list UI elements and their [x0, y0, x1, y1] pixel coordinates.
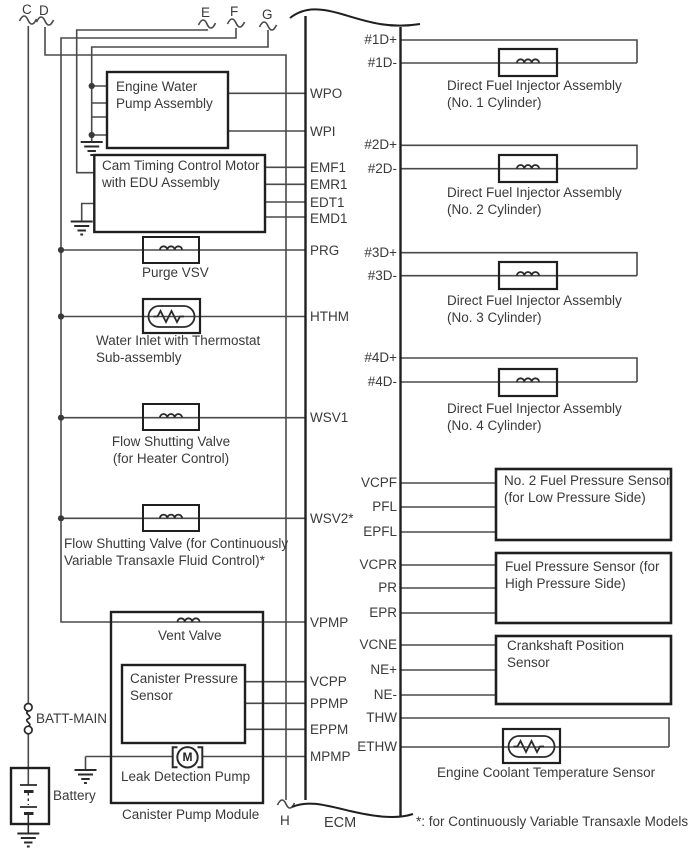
vent-valve-label: Vent Valve	[158, 628, 222, 643]
cam-timing-label	[102, 158, 260, 191]
ckp-line2: Sensor	[507, 654, 550, 670]
pin-label-emd1: EMD1	[310, 211, 348, 226]
injector1-line2: (No. 1 Cylinder)	[447, 94, 542, 110]
injector1-line1: Direct Fuel Injector Assembly	[447, 78, 622, 93]
pin-label-pfl: PFL	[372, 499, 397, 514]
pin-label-1d-plus: #1D+	[364, 32, 397, 47]
wire-cam-ground	[82, 204, 95, 222]
fuse-terminal	[25, 726, 33, 734]
pin-label-vcpr: VCPR	[359, 557, 397, 572]
fuse-squiggle	[27, 711, 30, 726]
footnote: *: for Continuously Variable Transaxle Models	[416, 814, 688, 829]
junction-dot	[89, 83, 95, 89]
wires-ect	[401, 718, 670, 747]
pin-label-mpmp: MPMP	[310, 749, 351, 764]
connector-f-label: F	[230, 4, 239, 19]
fuel-pressure-low-label	[504, 473, 671, 506]
wires-ecm-left	[61, 93, 306, 769]
fp-low-line1: No. 2 Fuel Pressure Sensor	[504, 473, 671, 488]
pin-label-vcne: VCNE	[359, 637, 397, 652]
ground-icon-water-pump	[81, 142, 103, 155]
pin-label-emr1: EMR1	[310, 177, 348, 192]
pin-label-wpi: WPI	[310, 124, 336, 139]
fp-high-line1: Fuel Pressure Sensor (for	[505, 559, 660, 574]
connector-e-label: E	[201, 5, 211, 20]
canister-pressure-line2: Sensor	[130, 687, 173, 703]
injector2-line1: Direct Fuel Injector Assembly	[447, 185, 622, 200]
connector-d-label: D	[39, 3, 49, 18]
ecm-top-wave	[290, 9, 420, 25]
water-inlet-line2: Sub-assembly	[96, 349, 182, 365]
purge-vsv-label: Purge VSV	[142, 265, 209, 280]
ect-sensor-label: Engine Coolant Temperature Sensor	[437, 765, 656, 780]
leak-pump-label: Leak Detection Pump	[121, 769, 251, 784]
pin-label-emf1: EMF1	[310, 160, 347, 175]
battery-icon	[20, 785, 37, 833]
injector3-label	[447, 293, 622, 326]
injector3-line2: (No. 3 Cylinder)	[447, 309, 542, 325]
ground-icon-cam-motor	[71, 222, 93, 235]
water-inlet-line1: Water Inlet with Thermostat	[96, 333, 261, 348]
connector-g-label: G	[262, 7, 273, 22]
wsv1-line2: (for Heater Control)	[112, 450, 230, 466]
injector2-label	[447, 185, 622, 218]
pin-label-3d-minus: #3D-	[367, 268, 397, 283]
fp-low-line2: (for Low Pressure Side)	[504, 489, 646, 505]
junction-dot	[58, 247, 64, 253]
battery-label: Battery	[53, 788, 96, 803]
pin-label-edt1: EDT1	[310, 195, 345, 210]
cam-timing-line2: with EDU Assembly	[102, 174, 220, 190]
cam-timing-line1: Cam Timing Control Motor	[102, 158, 260, 173]
fuel-pressure-high-label	[505, 559, 660, 592]
crankshaft-sensor-label	[507, 638, 624, 671]
canister-pressure-line1: Canister Pressure	[130, 671, 239, 686]
pin-label-ethw: ETHW	[357, 739, 397, 754]
pin-label-epfl: EPFL	[363, 524, 397, 539]
pin-label-1d-minus: #1D-	[367, 55, 397, 70]
junction-dot	[89, 132, 95, 138]
wsv2-line1: Flow Shutting Valve (for Continuously	[64, 536, 289, 551]
injector4-label	[447, 401, 622, 434]
water-inlet-label	[96, 333, 260, 366]
injector2-line2: (No. 2 Cylinder)	[447, 201, 542, 217]
wire-pump-stubs	[92, 86, 107, 135]
pin-label-ne-plus: NE+	[370, 662, 397, 677]
ecm-label: ECM	[324, 815, 357, 831]
fuse-terminal	[25, 704, 33, 712]
ect-sensor-box	[503, 729, 560, 763]
connector-c-label: C	[22, 2, 32, 17]
thermistor-zigzag	[514, 741, 545, 752]
engine-water-pump-label	[116, 79, 213, 112]
pin-label-epr: EPR	[369, 605, 397, 620]
battery-long-plates	[20, 785, 37, 807]
wires-sensors	[401, 483, 497, 695]
batt-main-label: BATT-MAIN	[36, 711, 108, 726]
engine-water-pump-line2: Pump Assembly	[116, 95, 213, 111]
junction-dot	[58, 313, 64, 319]
canister-pressure-label	[130, 671, 238, 704]
pin-label-ppmp: PPMP	[310, 696, 349, 711]
pin-label-vcpp: VCPP	[310, 674, 347, 689]
fp-high-line2: High Pressure Side)	[505, 575, 626, 591]
pin-label-vcpf: VCPF	[360, 475, 397, 490]
injector3-line1: Direct Fuel Injector Assembly	[447, 293, 622, 308]
fuse-icon-batt-main	[25, 704, 33, 734]
ground-icon-leak-pump	[75, 770, 97, 783]
pin-label-eppm: EPPM	[310, 722, 349, 737]
connector-h-label: H	[280, 813, 290, 828]
pin-label-wsv2: WSV2*	[310, 511, 354, 526]
wsv2-label	[64, 536, 288, 569]
pin-label-4d-minus: #4D-	[367, 374, 397, 389]
thermistor-zigzag	[154, 311, 185, 322]
pin-label-hthm: HTHM	[310, 309, 349, 324]
canister-module-label: Canister Pump Module	[122, 807, 260, 822]
junction-dot	[58, 515, 64, 521]
pin-label-pr: PR	[378, 580, 397, 595]
junction-dot	[58, 415, 64, 421]
pin-label-3d-plus: #3D+	[364, 245, 397, 260]
wsv1-label	[85, 434, 257, 467]
pin-label-4d-plus: #4D+	[364, 350, 397, 365]
wsv1-line1: Flow Shutting Valve	[111, 434, 231, 449]
pin-label-wpo: WPO	[310, 86, 343, 101]
injector4-line2: (No. 4 Cylinder)	[447, 417, 542, 433]
pin-label-2d-plus: #2D+	[364, 137, 397, 152]
pin-label-prg: PRG	[310, 243, 340, 258]
pin-label-wsv1: WSV1	[310, 410, 349, 425]
pin-label-2d-minus: #2D-	[367, 161, 397, 176]
pin-label-ne-minus: NE-	[373, 687, 397, 702]
battery-box	[11, 768, 49, 824]
motor-letter: M	[182, 750, 193, 764]
ckp-line1: Crankshaft Position	[507, 638, 625, 653]
engine-water-pump-line1: Engine Water	[116, 79, 198, 94]
ground-icon-battery	[17, 834, 39, 847]
pin-label-thw: THW	[366, 710, 397, 725]
wsv2-line2: Variable Transaxle Fluid Control)*	[64, 552, 265, 568]
injector1-label	[447, 78, 622, 111]
pin-label-vpmp: VPMP	[310, 615, 349, 630]
injector4-line1: Direct Fuel Injector Assembly	[447, 401, 622, 416]
